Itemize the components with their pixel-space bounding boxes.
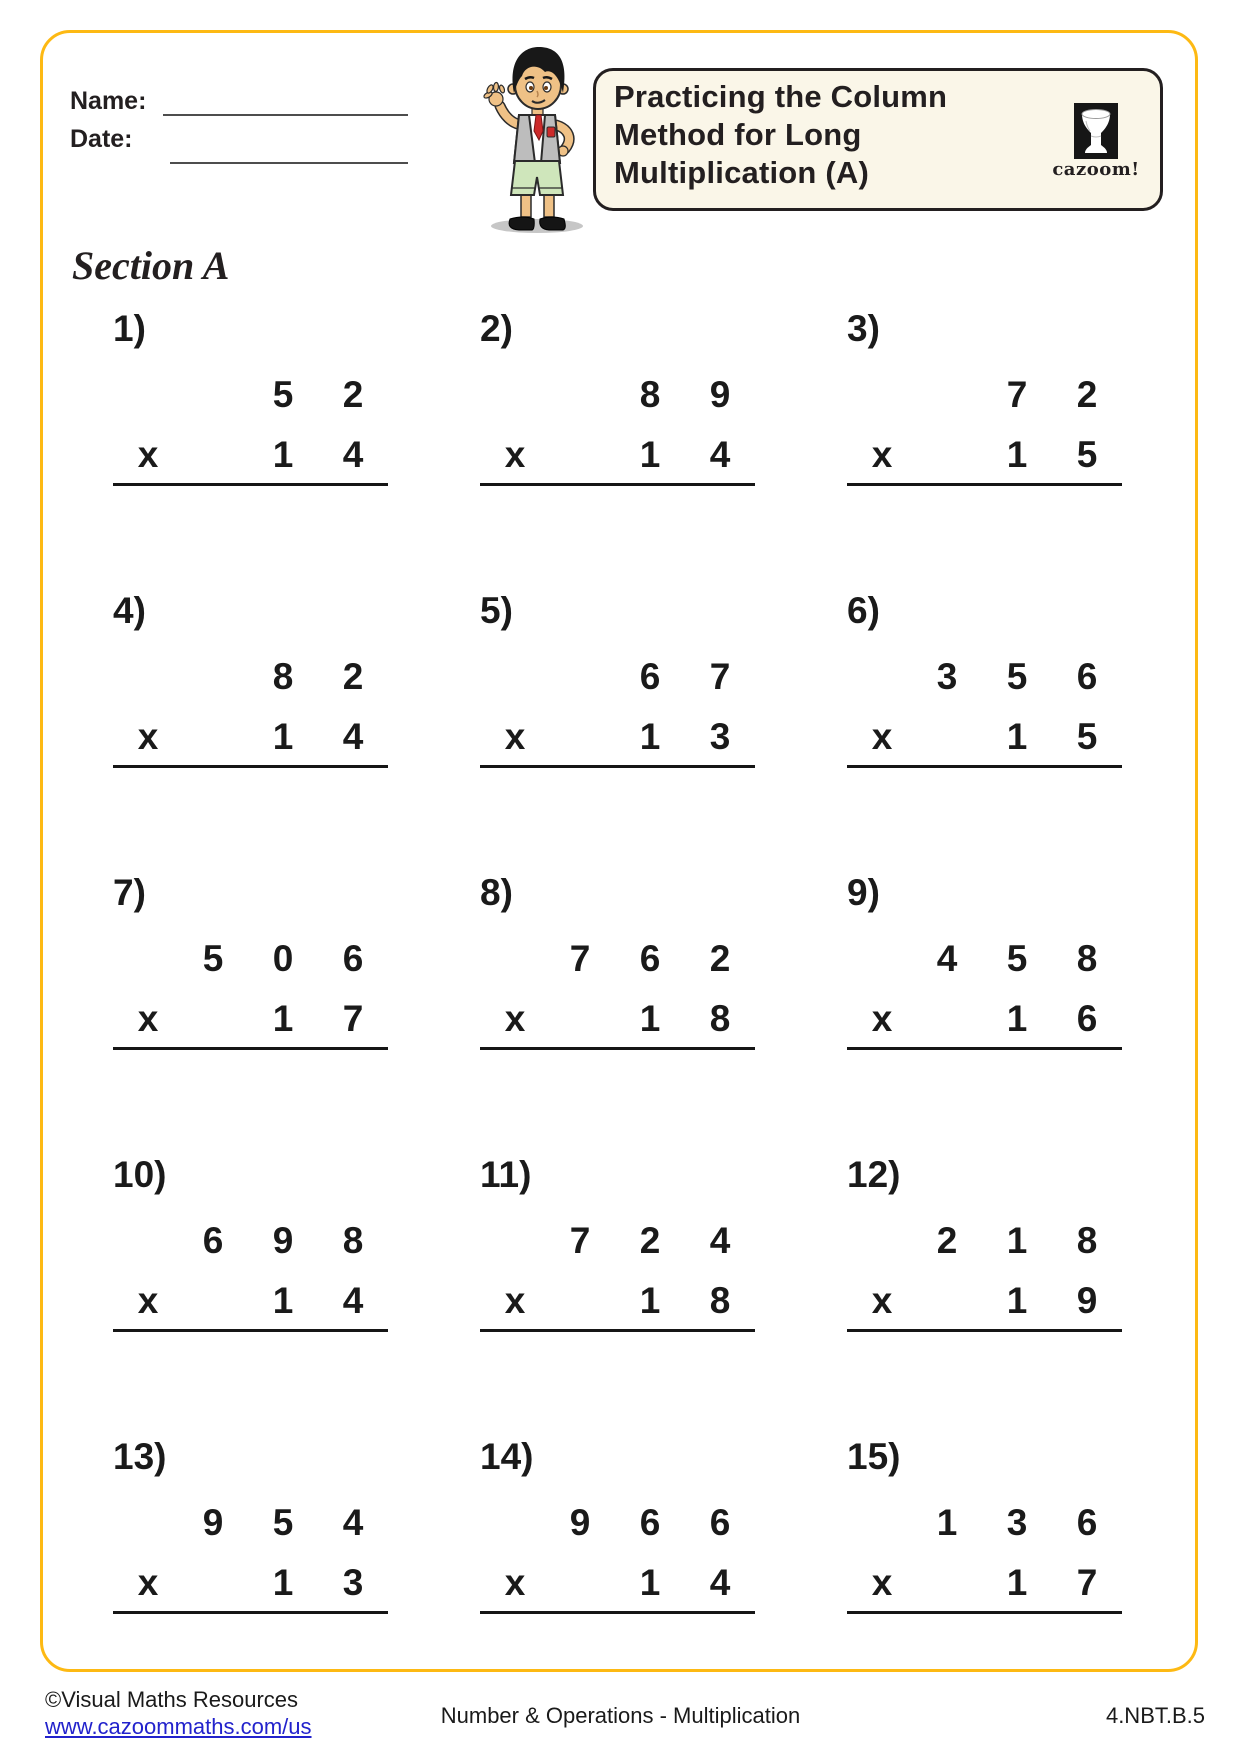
problem-8	[480, 872, 755, 1079]
multiplicand-digit: 8	[342, 1220, 364, 1261]
problem-1	[113, 308, 388, 515]
multiplicand-row	[113, 657, 388, 697]
multiplier-row	[480, 435, 755, 475]
problem-13	[113, 1436, 388, 1643]
multiplier-digit: 7	[342, 998, 364, 1039]
multiplicand-digit: 7	[1006, 374, 1028, 415]
problem-number-label: 2)	[480, 308, 513, 349]
multiply-sign: x	[871, 998, 893, 1039]
multiplicand-row	[847, 657, 1122, 697]
standard-code: 4.NBT.B.5	[1105, 1703, 1205, 1728]
multiplicand-digit: 7	[569, 938, 591, 979]
problem-9	[847, 872, 1122, 1079]
copyright-text: ©Visual Maths Resources	[45, 1687, 299, 1712]
title-line-3: Multiplication (A)	[614, 155, 870, 190]
problem-7	[113, 872, 388, 1079]
answer-line	[480, 765, 755, 768]
multiplier-digit: 8	[709, 998, 731, 1039]
multiply-sign: x	[504, 998, 526, 1039]
multiplier-digit: 1	[272, 716, 294, 757]
answer-line	[480, 1047, 755, 1050]
multiplier-row	[113, 717, 388, 757]
multiplier-row	[480, 1281, 755, 1321]
multiplier-row	[113, 435, 388, 475]
multiply-sign: x	[871, 716, 893, 757]
multiplicand-digit: 9	[272, 1220, 294, 1261]
multiply-sign: x	[504, 1562, 526, 1603]
answer-line	[113, 1047, 388, 1050]
multiplier-digit: 1	[272, 434, 294, 475]
multiplier-digit: 1	[639, 1280, 661, 1321]
multiplicand-digit: 8	[639, 374, 661, 415]
multiply-sign: x	[137, 716, 159, 757]
multiplicand-row	[113, 1503, 388, 1543]
multiplicand-digit: 8	[272, 656, 294, 697]
multiplier-row	[113, 999, 388, 1039]
multiplier-digit: 1	[1006, 716, 1028, 757]
multiplier-row	[480, 717, 755, 757]
multiplier-digit: 1	[1006, 1280, 1028, 1321]
problem-number-label: 6)	[847, 590, 880, 631]
multiplicand-digit: 2	[342, 374, 364, 415]
multiplier-digit: 1	[272, 1562, 294, 1603]
multiplicand-digit: 6	[1076, 1502, 1098, 1543]
multiplicand-digit: 0	[272, 938, 294, 979]
multiplicand-digit: 6	[639, 938, 661, 979]
answer-line	[847, 1611, 1122, 1614]
answer-line	[480, 483, 755, 486]
multiplicand-digit: 6	[342, 938, 364, 979]
problem-number-label: 5)	[480, 590, 513, 631]
name-label: Name:	[70, 87, 147, 115]
multiplicand-digit: 2	[936, 1220, 958, 1261]
problem-12	[847, 1154, 1122, 1361]
problem-number-label: 3)	[847, 308, 880, 349]
problem-number-label: 14)	[480, 1436, 534, 1477]
multiply-sign: x	[504, 716, 526, 757]
problem-number-label: 9)	[847, 872, 880, 913]
problem-10	[113, 1154, 388, 1361]
multiply-sign: x	[137, 998, 159, 1039]
multiplier-digit: 1	[1006, 1562, 1028, 1603]
multiplier-digit: 4	[342, 716, 364, 757]
answer-line	[847, 765, 1122, 768]
multiply-sign: x	[137, 434, 159, 475]
multiplicand-row	[480, 1503, 755, 1543]
multiplier-digit: 8	[709, 1280, 731, 1321]
problem-6	[847, 590, 1122, 797]
date-label: Date:	[70, 125, 133, 153]
multiplicand-row	[113, 375, 388, 415]
answer-line	[113, 483, 388, 486]
multiplicand-row	[480, 375, 755, 415]
answer-line	[480, 1611, 755, 1614]
answer-line	[847, 483, 1122, 486]
problem-number-label: 13)	[113, 1436, 167, 1477]
answer-line	[480, 1329, 755, 1332]
problem-number-label: 8)	[480, 872, 513, 913]
multiplicand-digit: 5	[1006, 938, 1028, 979]
answer-line	[113, 1611, 388, 1614]
multiplier-row	[113, 1563, 388, 1603]
multiplicand-digit: 9	[202, 1502, 224, 1543]
multiplier-digit: 5	[1076, 716, 1098, 757]
answer-line	[847, 1047, 1122, 1050]
footer-topic: Number & Operations - Multiplication	[440, 1703, 801, 1728]
problem-11	[480, 1154, 755, 1361]
cazoom-website-link[interactable]: www.cazoommaths.com/us	[45, 1714, 312, 1739]
problem-5	[480, 590, 755, 797]
multiplicand-digit: 1	[1006, 1220, 1028, 1261]
multiplier-digit: 1	[639, 1562, 661, 1603]
multiplier-row	[480, 999, 755, 1039]
problem-3	[847, 308, 1122, 515]
multiplier-digit: 7	[1076, 1562, 1098, 1603]
multiplicand-digit: 9	[709, 374, 731, 415]
multiplier-row	[113, 1281, 388, 1321]
multiplier-digit: 3	[709, 716, 731, 757]
multiplicand-digit: 2	[709, 938, 731, 979]
problem-number-label: 1)	[113, 308, 146, 349]
multiply-sign: x	[871, 1280, 893, 1321]
multiplicand-digit: 5	[272, 1502, 294, 1543]
multiplicand-row	[847, 1221, 1122, 1261]
multiplier-digit: 4	[342, 1280, 364, 1321]
multiplicand-row	[113, 1221, 388, 1261]
problem-number-label: 11)	[480, 1154, 532, 1195]
multiplier-row	[847, 435, 1122, 475]
multiplier-row	[847, 1281, 1122, 1321]
multiply-sign: x	[871, 434, 893, 475]
problem-4	[113, 590, 388, 797]
multiplicand-digit: 4	[709, 1220, 731, 1261]
problem-15	[847, 1436, 1122, 1643]
multiply-sign: x	[504, 434, 526, 475]
multiplier-digit: 9	[1076, 1280, 1098, 1321]
multiplier-digit: 4	[709, 1562, 731, 1603]
multiply-sign: x	[137, 1562, 159, 1603]
cazoom-logo-text: cazoom!	[1052, 159, 1140, 180]
multiplicand-row	[480, 1221, 755, 1261]
multiplicand-digit: 2	[1076, 374, 1098, 415]
multiplicand-row	[480, 657, 755, 697]
multiplier-digit: 4	[709, 434, 731, 475]
multiplicand-digit: 2	[342, 656, 364, 697]
multiplier-digit: 1	[639, 716, 661, 757]
multiplicand-digit: 8	[1076, 938, 1098, 979]
problem-number-label: 4)	[113, 590, 146, 631]
multiplier-digit: 1	[272, 1280, 294, 1321]
multiplier-digit: 1	[639, 998, 661, 1039]
answer-line	[113, 765, 388, 768]
problem-number-label: 15)	[847, 1436, 901, 1477]
multiplier-digit: 1	[639, 434, 661, 475]
multiplier-digit: 1	[1006, 434, 1028, 475]
multiply-sign: x	[504, 1280, 526, 1321]
multiplicand-digit: 6	[709, 1502, 731, 1543]
multiplicand-digit: 1	[936, 1502, 958, 1543]
answer-line	[113, 1329, 388, 1332]
multiplicand-digit: 5	[1006, 656, 1028, 697]
multiplicand-digit: 6	[1076, 656, 1098, 697]
multiplicand-digit: 5	[202, 938, 224, 979]
multiplicand-row	[847, 1503, 1122, 1543]
title-line-2: Method for Long	[614, 117, 862, 152]
problem-2	[480, 308, 755, 515]
multiplicand-digit: 5	[272, 374, 294, 415]
multiplier-digit: 1	[272, 998, 294, 1039]
multiplicand-row	[847, 375, 1122, 415]
multiplier-digit: 3	[342, 1562, 364, 1603]
multiplicand-digit: 9	[569, 1502, 591, 1543]
multiplier-row	[480, 1563, 755, 1603]
multiplier-row	[847, 1563, 1122, 1603]
multiplicand-row	[847, 939, 1122, 979]
multiplicand-digit: 6	[639, 656, 661, 697]
multiplicand-digit: 6	[202, 1220, 224, 1261]
multiplicand-digit: 2	[639, 1220, 661, 1261]
multiplier-digit: 6	[1076, 998, 1098, 1039]
multiplicand-row	[480, 939, 755, 979]
problem-number-label: 10)	[113, 1154, 167, 1195]
multiplicand-digit: 7	[709, 656, 731, 697]
multiplicand-digit: 7	[569, 1220, 591, 1261]
multiplicand-digit: 4	[936, 938, 958, 979]
multiply-sign: x	[137, 1280, 159, 1321]
section-heading: Section A	[72, 243, 230, 288]
multiplicand-digit: 8	[1076, 1220, 1098, 1261]
multiplicand-digit: 6	[639, 1502, 661, 1543]
multiplicand-digit: 4	[342, 1502, 364, 1543]
answer-line	[847, 1329, 1122, 1332]
multiplicand-row	[113, 939, 388, 979]
problem-number-label: 12)	[847, 1154, 901, 1195]
multiplier-digit: 5	[1076, 434, 1098, 475]
problem-number-label: 7)	[113, 872, 146, 913]
problem-14	[480, 1436, 755, 1643]
title-line-1: Practicing the Column	[614, 79, 948, 114]
multiplier-row	[847, 999, 1122, 1039]
multiply-sign: x	[871, 1562, 893, 1603]
multiplier-row	[847, 717, 1122, 757]
multiplicand-digit: 3	[936, 656, 958, 697]
multiplier-digit: 1	[1006, 998, 1028, 1039]
multiplicand-digit: 3	[1006, 1502, 1028, 1543]
multiplier-digit: 4	[342, 434, 364, 475]
